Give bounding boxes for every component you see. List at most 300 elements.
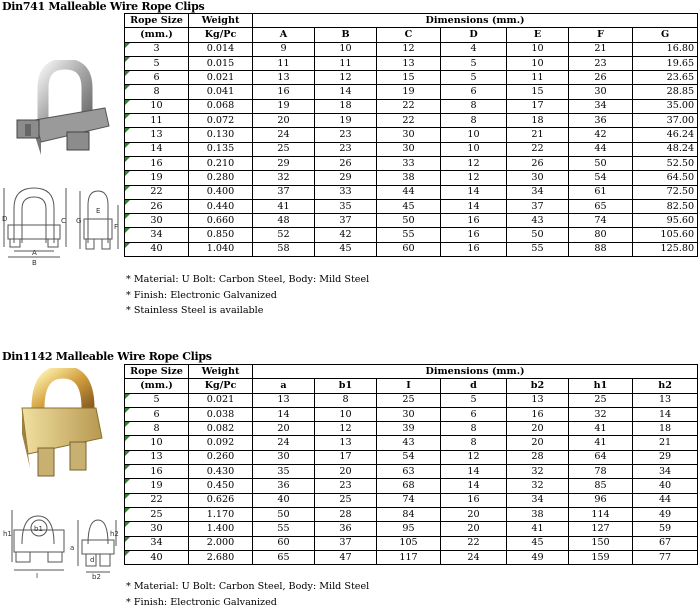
table-row <box>125 71 698 85</box>
dimension-cell: 42 <box>569 128 633 142</box>
dimension-cell: 28 <box>507 450 569 464</box>
dimension-cell: 8 <box>441 99 507 113</box>
col-header: d <box>441 379 507 393</box>
dimension-cell: 22 <box>507 142 569 156</box>
dimension-cell: 13 <box>507 393 569 407</box>
dimension-cell: 95.60 <box>633 214 698 228</box>
dimension-cell: 30 <box>377 128 441 142</box>
rope-size-cell: 34 <box>125 228 189 242</box>
table-row <box>125 522 698 536</box>
header-weight-unit: Kg/Pc <box>189 379 253 393</box>
dimension-cell: 44 <box>377 185 441 199</box>
dimension-cell: 36 <box>253 479 315 493</box>
dimension-cell: 19 <box>315 114 377 128</box>
dimension-cell: 23 <box>569 56 633 70</box>
dimension-cell: 13 <box>315 436 377 450</box>
dimension-cell: 21 <box>569 42 633 56</box>
dimension-cell: 12 <box>377 42 441 56</box>
dimension-cell: 16 <box>441 214 507 228</box>
dimension-cell: 49 <box>633 507 698 521</box>
dimension-cell: 58 <box>253 242 315 256</box>
rope-size-cell: 25 <box>125 507 189 521</box>
dimension-cell: 13 <box>633 393 698 407</box>
col-header: h2 <box>633 379 698 393</box>
dimension-cell: 43 <box>377 436 441 450</box>
diagram-label: d <box>90 556 95 564</box>
dimension-cell: 50 <box>377 214 441 228</box>
dimension-cell: 25 <box>569 393 633 407</box>
dimension-cell: 11 <box>507 71 569 85</box>
dimension-cell: 40 <box>253 493 315 507</box>
dimension-cell: 12 <box>441 450 507 464</box>
dimension-cell: 39 <box>377 422 441 436</box>
din741-clip-photo <box>5 60 115 165</box>
table-row <box>125 536 698 550</box>
dimension-cell: 64 <box>569 450 633 464</box>
rope-size-cell: 30 <box>125 214 189 228</box>
dimension-cell: 30 <box>569 85 633 99</box>
dimension-cell: 29 <box>315 171 377 185</box>
dimension-cell: 14 <box>441 185 507 199</box>
col-header: b1 <box>315 379 377 393</box>
diagram-label: I <box>36 572 39 580</box>
table-row <box>125 214 698 228</box>
dimension-cell: 88 <box>569 242 633 256</box>
dimension-cell: 105.60 <box>633 228 698 242</box>
weight-cell: 0.041 <box>189 85 253 99</box>
dimension-cell: 37 <box>315 536 377 550</box>
table-row <box>125 171 698 185</box>
rope-size-cell: 13 <box>125 450 189 464</box>
dimension-cell: 18 <box>315 99 377 113</box>
dimension-cell: 12 <box>315 71 377 85</box>
weight-cell: 1.170 <box>189 507 253 521</box>
dimension-cell: 42 <box>315 228 377 242</box>
dimension-cell: 50 <box>507 228 569 242</box>
dimension-cell: 14 <box>441 199 507 213</box>
col-header: B <box>315 28 377 42</box>
rope-size-cell: 5 <box>125 56 189 70</box>
col-header: F <box>569 28 633 42</box>
diagram-label: b1 <box>34 525 43 533</box>
rope-size-cell: 30 <box>125 522 189 536</box>
rope-size-cell: 6 <box>125 407 189 421</box>
note-material: * Material: U Bolt: Carbon Steel, Body: Mild Steel <box>126 274 370 285</box>
dimension-cell: 74 <box>377 493 441 507</box>
weight-cell: 1.400 <box>189 522 253 536</box>
dimension-cell: 52 <box>253 228 315 242</box>
dimension-cell: 23.65 <box>633 71 698 85</box>
weight-cell: 0.021 <box>189 71 253 85</box>
dimension-cell: 19 <box>253 99 315 113</box>
col-header: E <box>507 28 569 42</box>
weight-cell: 0.430 <box>189 465 253 479</box>
dimension-cell: 55 <box>507 242 569 256</box>
dimension-cell: 105 <box>377 536 441 550</box>
weight-cell: 0.015 <box>189 56 253 70</box>
dimension-cell: 50 <box>253 507 315 521</box>
dimension-cell: 8 <box>441 114 507 128</box>
dimension-cell: 13 <box>253 71 315 85</box>
rope-size-cell: 26 <box>125 199 189 213</box>
rope-size-cell: 40 <box>125 550 189 564</box>
diagram-label: h1 <box>3 530 12 538</box>
rope-size-cell: 11 <box>125 114 189 128</box>
table-row <box>125 128 698 142</box>
dimension-cell: 35.00 <box>633 99 698 113</box>
dimension-cell: 74 <box>569 214 633 228</box>
rope-size-cell: 5 <box>125 393 189 407</box>
dimension-cell: 117 <box>377 550 441 564</box>
rope-size-cell: 22 <box>125 493 189 507</box>
dimension-cell: 47 <box>315 550 377 564</box>
dimension-cell: 14 <box>253 407 315 421</box>
table-row <box>125 156 698 170</box>
dimension-cell: 26 <box>507 156 569 170</box>
dimension-cell: 41 <box>569 422 633 436</box>
diagram-label: A <box>32 249 37 257</box>
dimension-cell: 20 <box>315 465 377 479</box>
col-header: h1 <box>569 379 633 393</box>
dimension-cell: 36 <box>569 114 633 128</box>
dimension-cell: 28 <box>315 507 377 521</box>
dimension-cell: 9 <box>253 42 315 56</box>
dimension-cell: 35 <box>253 465 315 479</box>
dimension-cell: 54 <box>569 171 633 185</box>
rope-size-cell: 8 <box>125 85 189 99</box>
weight-cell: 0.072 <box>189 114 253 128</box>
dimension-cell: 14 <box>441 479 507 493</box>
table-row <box>125 42 698 56</box>
rope-size-cell: 6 <box>125 71 189 85</box>
weight-cell: 0.450 <box>189 479 253 493</box>
dimension-cell: 30 <box>253 450 315 464</box>
dimension-cell: 54 <box>377 450 441 464</box>
diagram-label: F <box>114 223 119 231</box>
weight-cell: 0.038 <box>189 407 253 421</box>
dimension-cell: 14 <box>441 465 507 479</box>
din1142-clip-photo <box>8 368 113 488</box>
col-header: a <box>253 379 315 393</box>
dimension-cell: 30 <box>507 171 569 185</box>
dimension-cell: 25 <box>377 393 441 407</box>
weight-cell: 0.021 <box>189 393 253 407</box>
header-rope-size-unit: (mm.) <box>125 379 189 393</box>
dimension-cell: 77 <box>633 550 698 564</box>
dimension-cell: 23 <box>315 128 377 142</box>
dimension-cell: 72.50 <box>633 185 698 199</box>
dimension-cell: 20 <box>507 422 569 436</box>
col-header: G <box>633 28 698 42</box>
weight-cell: 0.626 <box>189 493 253 507</box>
dimension-cell: 78 <box>569 465 633 479</box>
dimension-cell: 21 <box>633 436 698 450</box>
din741-diagram <box>2 183 122 268</box>
weight-cell: 0.440 <box>189 199 253 213</box>
din1142-diagram <box>2 500 122 580</box>
table-row <box>125 242 698 256</box>
dimension-cell: 18 <box>507 114 569 128</box>
dimension-cell: 8 <box>441 436 507 450</box>
rope-size-cell: 10 <box>125 99 189 113</box>
dimension-cell: 96 <box>569 493 633 507</box>
table-row <box>125 422 698 436</box>
dimension-cell: 159 <box>569 550 633 564</box>
rope-size-cell: 19 <box>125 171 189 185</box>
dimension-cell: 23 <box>315 479 377 493</box>
dimension-cell: 32 <box>507 479 569 493</box>
dimension-cell: 40 <box>633 479 698 493</box>
dimension-cell: 41 <box>507 522 569 536</box>
rope-size-cell: 8 <box>125 422 189 436</box>
dimension-cell: 50 <box>569 156 633 170</box>
weight-cell: 1.040 <box>189 242 253 256</box>
dimension-cell: 11 <box>315 56 377 70</box>
din741-spec-table <box>124 13 698 257</box>
dimension-cell: 60 <box>377 242 441 256</box>
dimension-cell: 38 <box>377 171 441 185</box>
dimension-cell: 16 <box>253 85 315 99</box>
dimension-cell: 80 <box>569 228 633 242</box>
dimension-cell: 28.85 <box>633 85 698 99</box>
dimension-cell: 45 <box>315 242 377 256</box>
dimension-cell: 26 <box>569 71 633 85</box>
dimension-cell: 25 <box>315 493 377 507</box>
dimension-cell: 14 <box>633 407 698 421</box>
dimension-cell: 19.65 <box>633 56 698 70</box>
weight-cell: 0.280 <box>189 171 253 185</box>
dimension-cell: 16.80 <box>633 42 698 56</box>
table-row <box>125 550 698 564</box>
dimension-cell: 16 <box>441 493 507 507</box>
dimension-cell: 82.50 <box>633 199 698 213</box>
dimension-cell: 32 <box>253 171 315 185</box>
table-row <box>125 99 698 113</box>
dimension-cell: 49 <box>507 550 569 564</box>
table-row <box>125 114 698 128</box>
section2-title: Din1142 Malleable Wire Rope Clips <box>2 350 212 363</box>
dimension-cell: 20 <box>441 507 507 521</box>
col-header: D <box>441 28 507 42</box>
rope-size-cell: 34 <box>125 536 189 550</box>
dimension-cell: 150 <box>569 536 633 550</box>
weight-cell: 2.680 <box>189 550 253 564</box>
dimension-cell: 35 <box>315 199 377 213</box>
dimension-cell: 29 <box>633 450 698 464</box>
dimension-cell: 22 <box>377 114 441 128</box>
dimension-cell: 65 <box>569 199 633 213</box>
dimension-cell: 8 <box>315 393 377 407</box>
dimension-cell: 33 <box>315 185 377 199</box>
table-row <box>125 407 698 421</box>
dimension-cell: 24 <box>253 436 315 450</box>
dimension-cell: 37 <box>507 199 569 213</box>
table-row <box>125 228 698 242</box>
dimension-cell: 37 <box>253 185 315 199</box>
dimension-cell: 10 <box>507 56 569 70</box>
dimension-cell: 64.50 <box>633 171 698 185</box>
weight-cell: 0.135 <box>189 142 253 156</box>
table-row <box>125 56 698 70</box>
dimension-cell: 18 <box>633 422 698 436</box>
din741-notes <box>126 272 369 319</box>
dimension-cell: 11 <box>253 56 315 70</box>
dimension-cell: 22 <box>441 536 507 550</box>
table-row <box>125 199 698 213</box>
header-rope-size-unit: (mm.) <box>125 28 189 42</box>
table-row <box>125 507 698 521</box>
dimension-cell: 5 <box>441 71 507 85</box>
header-dimensions: Dimensions (mm.) <box>253 14 698 28</box>
dimension-cell: 55 <box>377 228 441 242</box>
table-row <box>125 450 698 464</box>
col-header: I <box>377 379 441 393</box>
weight-cell: 0.260 <box>189 450 253 464</box>
dimension-cell: 55 <box>253 522 315 536</box>
rope-size-cell: 40 <box>125 242 189 256</box>
dimension-cell: 25 <box>253 142 315 156</box>
dimension-cell: 6 <box>441 85 507 99</box>
section1-title: Din741 Malleable Wire Rope Clips <box>2 0 205 13</box>
dimension-cell: 33 <box>377 156 441 170</box>
dimension-cell: 12 <box>441 171 507 185</box>
dimension-cell: 41 <box>253 199 315 213</box>
dimension-cell: 36 <box>315 522 377 536</box>
dimension-cell: 20 <box>253 114 315 128</box>
rope-size-cell: 13 <box>125 128 189 142</box>
rope-size-cell: 3 <box>125 42 189 56</box>
din1142-spec-table <box>124 364 698 565</box>
dimension-cell: 84 <box>377 507 441 521</box>
dimension-cell: 5 <box>441 56 507 70</box>
diagram-label: h2 <box>110 530 119 538</box>
dimension-cell: 48 <box>253 214 315 228</box>
diagram-label: G <box>76 217 82 225</box>
dimension-cell: 4 <box>441 42 507 56</box>
dimension-cell: 37 <box>315 214 377 228</box>
weight-cell: 0.850 <box>189 228 253 242</box>
dimension-cell: 32 <box>569 407 633 421</box>
dimension-cell: 29 <box>253 156 315 170</box>
rope-size-cell: 16 <box>125 465 189 479</box>
dimension-cell: 10 <box>441 142 507 156</box>
header-weight: Weight <box>189 14 253 28</box>
dimension-cell: 16 <box>441 228 507 242</box>
dimension-cell: 12 <box>441 156 507 170</box>
header-dimensions: Dimensions (mm.) <box>253 365 698 379</box>
diagram-label: b2 <box>92 573 101 580</box>
dimension-cell: 24 <box>253 128 315 142</box>
dimension-cell: 45 <box>377 199 441 213</box>
dimension-cell: 10 <box>315 407 377 421</box>
weight-cell: 0.660 <box>189 214 253 228</box>
header-rope-size: Rope Size <box>125 365 189 379</box>
dimension-cell: 60 <box>253 536 315 550</box>
table-row <box>125 142 698 156</box>
dimension-cell: 59 <box>633 522 698 536</box>
dimension-cell: 13 <box>377 56 441 70</box>
col-header: b2 <box>507 379 569 393</box>
dimension-cell: 127 <box>569 522 633 536</box>
dimension-cell: 32 <box>507 465 569 479</box>
dimension-cell: 30 <box>377 142 441 156</box>
dimension-cell: 13 <box>253 393 315 407</box>
dimension-cell: 14 <box>315 85 377 99</box>
weight-cell: 0.014 <box>189 42 253 56</box>
weight-cell: 0.400 <box>189 185 253 199</box>
dimension-cell: 24 <box>441 550 507 564</box>
dimension-cell: 65 <box>253 550 315 564</box>
rope-size-cell: 22 <box>125 185 189 199</box>
table-row <box>125 479 698 493</box>
dimension-cell: 38 <box>507 507 569 521</box>
rope-size-cell: 10 <box>125 436 189 450</box>
dimension-cell: 44 <box>569 142 633 156</box>
table-row <box>125 465 698 479</box>
dimension-cell: 34 <box>507 185 569 199</box>
dimension-cell: 10 <box>441 128 507 142</box>
table-row <box>125 85 698 99</box>
table-row <box>125 493 698 507</box>
header-rope-size: Rope Size <box>125 14 189 28</box>
dimension-cell: 46.24 <box>633 128 698 142</box>
diagram-label: a <box>70 544 75 552</box>
dimension-cell: 20 <box>507 436 569 450</box>
dimension-cell: 61 <box>569 185 633 199</box>
dimension-cell: 41 <box>569 436 633 450</box>
note-material: * Material: U Bolt: Carbon Steel, Body: Mild Steel <box>126 581 370 592</box>
dimension-cell: 34 <box>569 99 633 113</box>
dimension-cell: 17 <box>315 450 377 464</box>
diagram-label: B <box>32 259 37 267</box>
table-row <box>125 436 698 450</box>
dimension-cell: 68 <box>377 479 441 493</box>
dimension-cell: 17 <box>507 99 569 113</box>
rope-size-cell: 16 <box>125 156 189 170</box>
din1142-notes <box>126 579 369 610</box>
dimension-cell: 21 <box>507 128 569 142</box>
table-row <box>125 393 698 407</box>
dimension-cell: 15 <box>507 85 569 99</box>
table-row <box>125 185 698 199</box>
note-stainless: * Stainless Steel is available <box>126 305 264 316</box>
dimension-cell: 95 <box>377 522 441 536</box>
weight-cell: 0.092 <box>189 436 253 450</box>
diagram-label: E <box>96 207 101 215</box>
dimension-cell: 22 <box>377 99 441 113</box>
weight-cell: 2.000 <box>189 536 253 550</box>
col-header: A <box>253 28 315 42</box>
dimension-cell: 6 <box>441 407 507 421</box>
weight-cell: 0.082 <box>189 422 253 436</box>
note-finish: * Finish: Electronic Galvanized <box>126 596 277 608</box>
dimension-cell: 48.24 <box>633 142 698 156</box>
weight-cell: 0.130 <box>189 128 253 142</box>
header-weight: Weight <box>189 365 253 379</box>
diagram-label: C <box>61 217 66 225</box>
weight-cell: 0.210 <box>189 156 253 170</box>
dimension-cell: 10 <box>507 42 569 56</box>
dimension-cell: 20 <box>441 522 507 536</box>
weight-cell: 0.068 <box>189 99 253 113</box>
dimension-cell: 34 <box>633 465 698 479</box>
dimension-cell: 67 <box>633 536 698 550</box>
dimension-cell: 23 <box>315 142 377 156</box>
dimension-cell: 12 <box>315 422 377 436</box>
dimension-cell: 19 <box>377 85 441 99</box>
dimension-cell: 85 <box>569 479 633 493</box>
dimension-cell: 20 <box>253 422 315 436</box>
